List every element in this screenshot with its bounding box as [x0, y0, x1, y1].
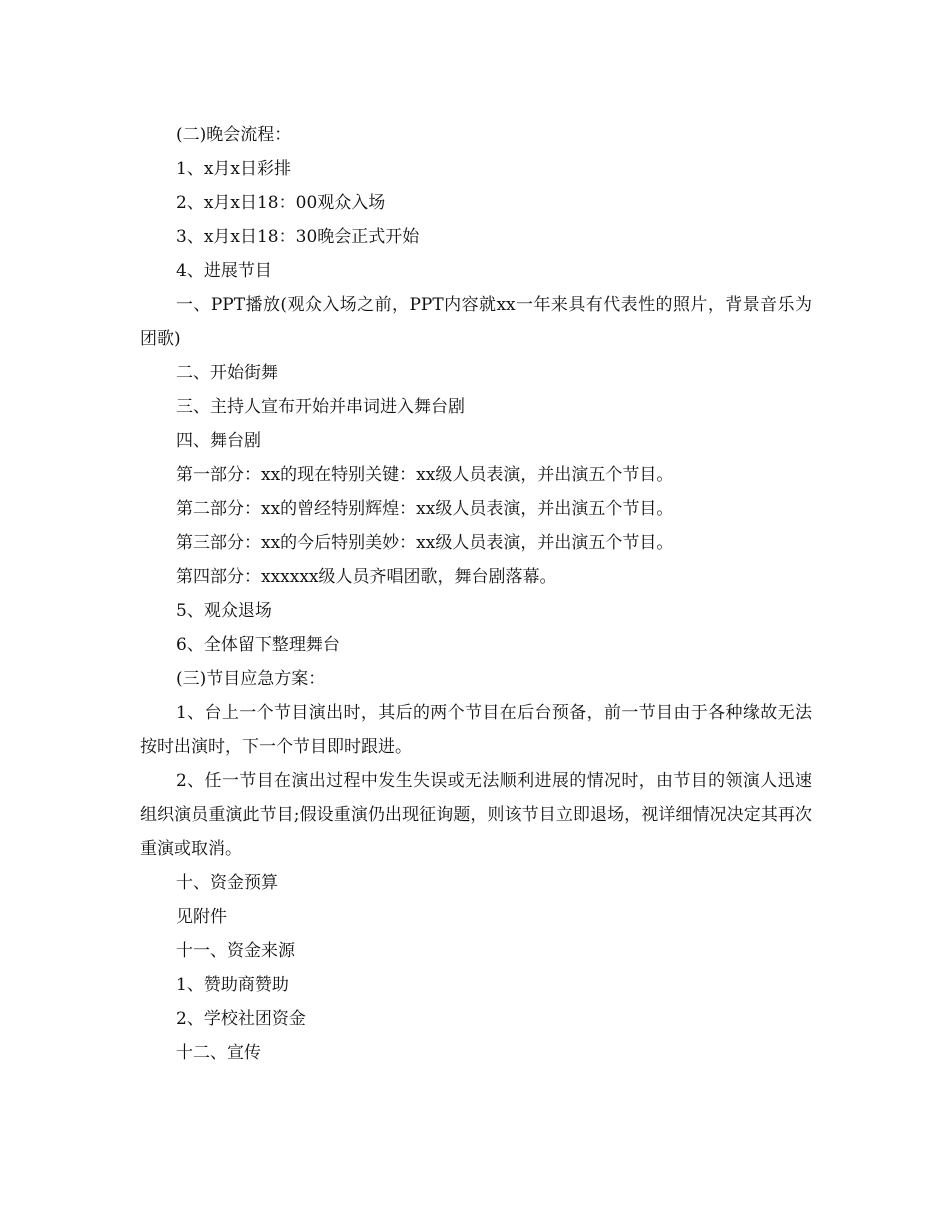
paragraph: (二)晚会流程：: [176, 125, 292, 145]
paragraph: 第四部分：xxxxxx级人员齐唱团歌，舞台剧落幕。: [176, 567, 557, 587]
paragraph: 十二、宣传: [176, 1043, 261, 1063]
paragraph: 二、开始街舞: [176, 363, 278, 383]
document-body: [140, 118, 812, 1070]
paragraph: 4、进展节目: [176, 261, 272, 281]
paragraph: 第三部分：xx的今后特别美妙：xx级人员表演，并出演五个节目。: [176, 533, 674, 553]
paragraph: 十一、资金来源: [176, 941, 295, 961]
paragraph: 三、主持人宣布开始并串词进入舞台剧: [176, 397, 465, 417]
paragraph: 1、赞助商赞助: [176, 975, 289, 995]
paragraph: (三)节目应急方案：: [176, 669, 326, 689]
paragraph: 见附件: [176, 907, 227, 927]
paragraph: 十、资金预算: [176, 873, 278, 893]
paragraph: 3、x月x日18：30晚会正式开始: [176, 227, 420, 247]
paragraph: 2、学校社团资金: [176, 1009, 306, 1029]
paragraph: 一、PPT播放(观众入场之前，PPT内容就xx一年来具有代表性的照片，背景音乐为团歌): [140, 295, 812, 349]
paragraph: 1、x月x日彩排: [176, 159, 291, 179]
paragraph: 第二部分：xx的曾经特别辉煌：xx级人员表演，并出演五个节目。: [176, 499, 674, 519]
paragraph: 2、x月x日18：00观众入场: [176, 193, 386, 213]
paragraph: 四、舞台剧: [176, 431, 261, 451]
paragraph: 第一部分：xx的现在特别关键：xx级人员表演，并出演五个节目。: [176, 465, 674, 485]
paragraph: 6、全体留下整理舞台: [176, 635, 340, 655]
paragraph: 1、台上一个节目演出时，其后的两个节目在后台预备，前一节目由于各种缘故无法按时出演时，下一个节目即时跟进。: [140, 703, 812, 757]
paragraph: 5、观众退场: [176, 601, 272, 621]
paragraph: 2、任一节目在演出过程中发生失误或无法顺利进展的情况时，由节目的领演人迅速组织演员重演此节目;假设重演仍出现征询题，则该节目立即退场，视详细情况决定其再次重演或取消。: [140, 771, 812, 859]
